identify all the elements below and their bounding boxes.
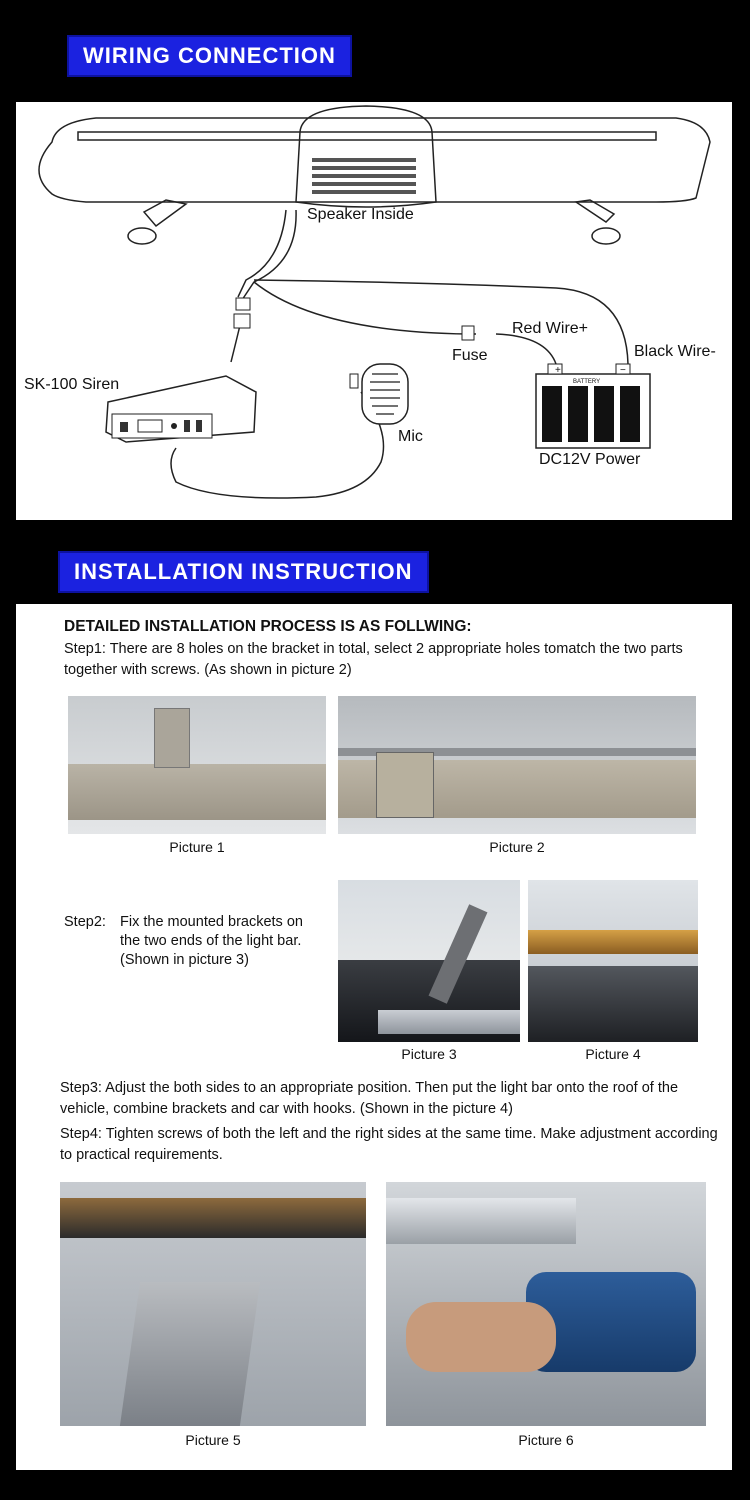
speaker-inside-label: Speaker Inside: [307, 206, 414, 223]
picture-5-caption: Picture 5: [185, 1432, 241, 1448]
siren-label: SK-100 Siren: [24, 376, 120, 393]
step4-body: Tighten screws of both the left and the right sides at the same time. Make adjustment according to practical requirements.: [60, 1126, 718, 1163]
picture-3-caption: Picture 3: [401, 1046, 457, 1062]
wiring-diagram-panel: [16, 102, 732, 520]
battery-label: BATTERY: [573, 379, 601, 385]
picture-4-caption: Picture 4: [585, 1046, 641, 1062]
picture-4: [528, 880, 698, 1042]
step3-text: [60, 1078, 724, 1120]
step4-label: Step4:: [60, 1126, 102, 1142]
step1-body: There are 8 holes on the bracket in total, select 2 appropriate holes tomatch the two parts together with screws. (As shown in picture 2): [64, 641, 683, 678]
wiring-connection-header: WIRING CONNECTION: [67, 35, 352, 77]
step3-body: Adjust the both sides to an appropriate position. Then put the light bar onto the roof of the vehicle, combine brackets and car with hooks. (Shown in the picture 4): [60, 1080, 679, 1117]
step2-line2: the two ends of the light bar.: [120, 933, 302, 949]
picture-2: [338, 696, 696, 834]
speaker-grille: [312, 158, 416, 194]
mic-label: Mic: [398, 428, 423, 445]
picture-6: [386, 1182, 706, 1426]
svg-text:+: +: [555, 365, 561, 376]
step4-text: [60, 1124, 724, 1166]
mic-icon: [350, 364, 408, 424]
power-label: DC12V Power: [539, 451, 641, 468]
picture-5: [60, 1182, 366, 1426]
step2-line3: (Shown in picture 3): [120, 952, 249, 968]
installation-instruction-header: INSTALLATION INSTRUCTION: [58, 551, 429, 593]
siren-box: [106, 376, 256, 442]
install-heading: DETAILED INSTALLATION PROCESS IS AS FOLLWING:: [64, 618, 472, 635]
installation-panel: [16, 604, 732, 1470]
fuse-label: Fuse: [452, 347, 488, 364]
step2-label: Step2:: [64, 914, 106, 930]
step1-label: Step1:: [64, 641, 106, 657]
step2-line1: Fix the mounted brackets on: [120, 914, 303, 930]
battery-icon: [536, 364, 650, 448]
step3-label: Step3:: [60, 1080, 102, 1096]
picture-6-caption: Picture 6: [518, 1432, 574, 1448]
svg-text:−: −: [620, 365, 626, 376]
black-wire-label: Black Wire-: [634, 343, 716, 360]
picture-1: [68, 696, 326, 834]
picture-1-caption: Picture 1: [169, 839, 225, 855]
step1-text: [64, 639, 714, 681]
red-wire-label: Red Wire+: [512, 320, 589, 337]
picture-3: [338, 880, 520, 1042]
fuse-icon: [462, 326, 474, 340]
picture-2-caption: Picture 2: [489, 839, 545, 855]
